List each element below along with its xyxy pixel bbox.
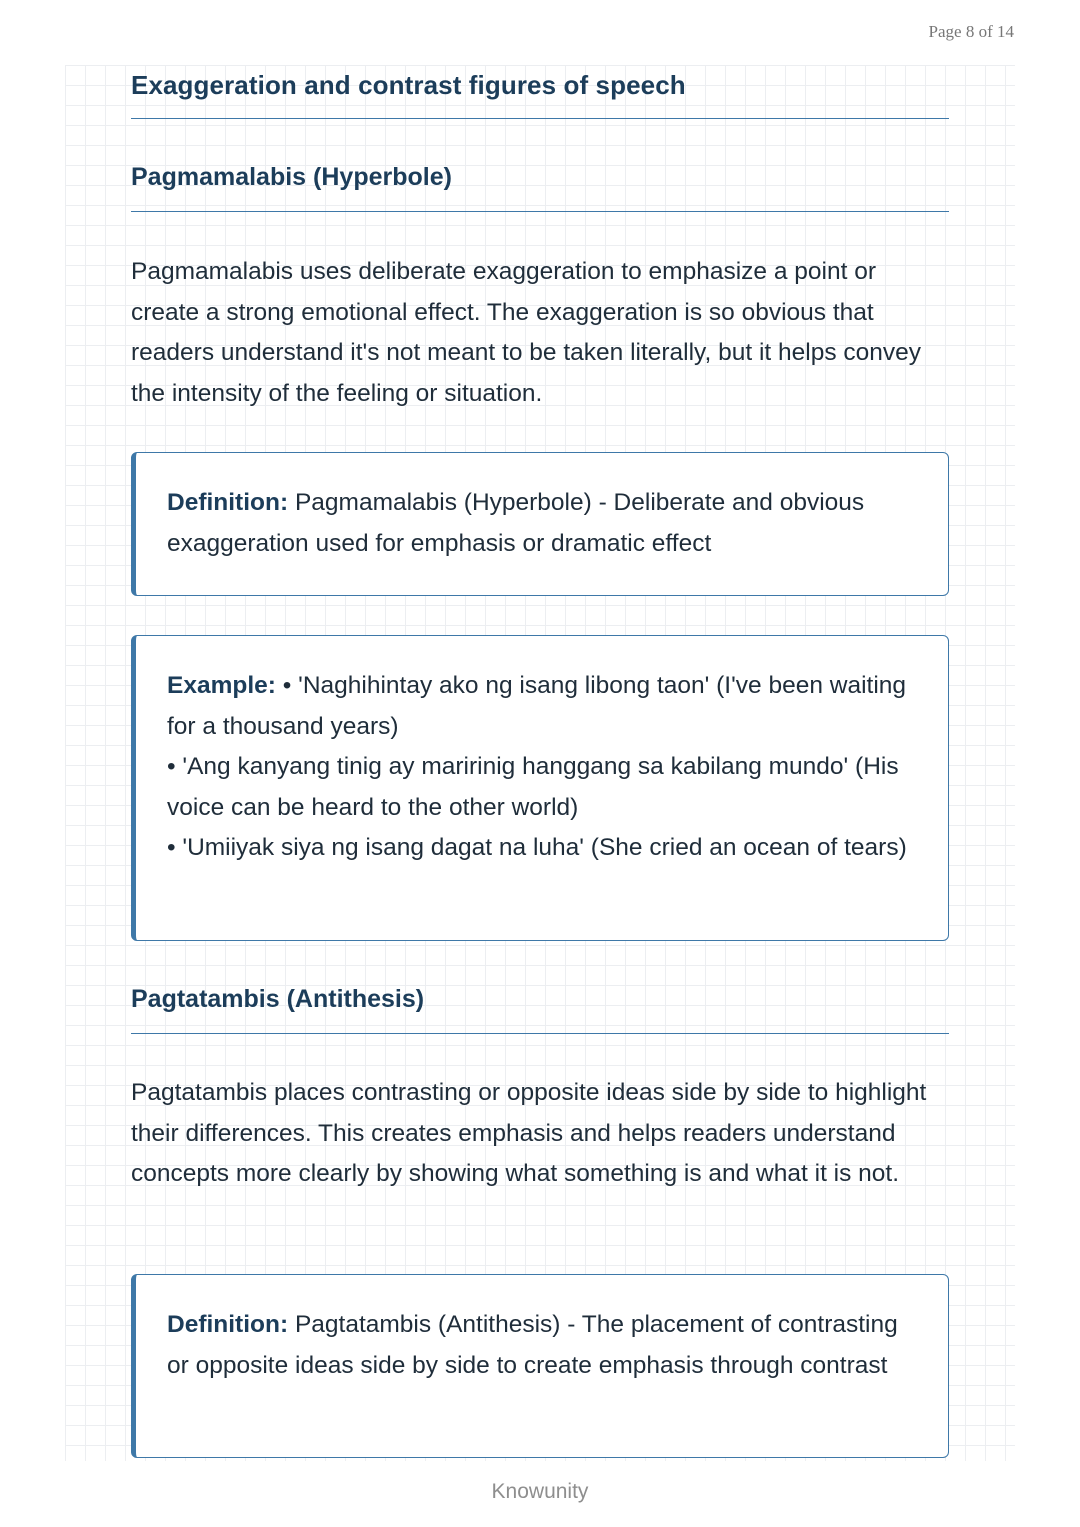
hyperbole-example-card xyxy=(131,635,949,941)
example-item-3: 'Umiiyak siya ng isang dagat na luha' (She cried an ocean of tears) xyxy=(182,834,907,862)
example-bullet: • xyxy=(167,834,176,862)
page-number: Page 8 of 14 xyxy=(928,22,1014,41)
main-title-divider xyxy=(131,118,949,119)
hyperbole-example-text xyxy=(167,666,918,869)
antithesis-definition-text xyxy=(167,1305,918,1386)
hyperbole-paragraph: Pagmamalabis uses deliberate exaggeration to emphasize a point or create a strong emotional effect. The exaggeration is so obvious that readers understand it's not meant to be taken literally, but it helps convey the intensity of the feeling or situation. xyxy=(131,258,922,407)
hyperbole-definition-text xyxy=(167,483,918,564)
definition-body: Pagtatambis (Antithesis) - The placement of contrasting or opposite ideas side by side to create emphasis through contrast xyxy=(167,1311,898,1379)
antithesis-definition-card xyxy=(131,1274,949,1458)
hyperbole-title-divider xyxy=(131,211,949,212)
definition-label: Definition: xyxy=(167,1311,289,1338)
definition-label: Definition: xyxy=(167,489,289,516)
definition-body: Pagmamalabis (Hyperbole) - Deliberate and obvious exaggeration used for emphasis or dramatic effect xyxy=(167,489,865,557)
antithesis-paragraph: Pagtatambis places contrasting or opposite ideas side by side to highlight their differences. This creates emphasis and helps readers understand concepts more clearly by showing what something is and what it is not. xyxy=(131,1079,927,1188)
example-bullet: • xyxy=(282,672,292,699)
antithesis-title-divider xyxy=(131,1033,949,1034)
footer-brand: Knowunity xyxy=(491,1480,589,1503)
antithesis-section-title: Pagtatambis (Antithesis) xyxy=(131,985,425,1013)
hyperbole-definition-card xyxy=(131,452,949,596)
example-bullet: • xyxy=(167,753,176,781)
example-item-1: 'Naghihintay ako ng isang libong taon' (I've been waiting for a thousand years) xyxy=(167,672,907,740)
example-label: Example: xyxy=(167,672,276,699)
main-title: Exaggeration and contrast figures of speech xyxy=(131,70,686,100)
example-item-2: 'Ang kanyang tinig ay maririnig hanggang sa kabilang mundo' (His voice can be heard to the other world) xyxy=(167,753,899,821)
hyperbole-section-title: Pagmamalabis (Hyperbole) xyxy=(131,163,452,191)
